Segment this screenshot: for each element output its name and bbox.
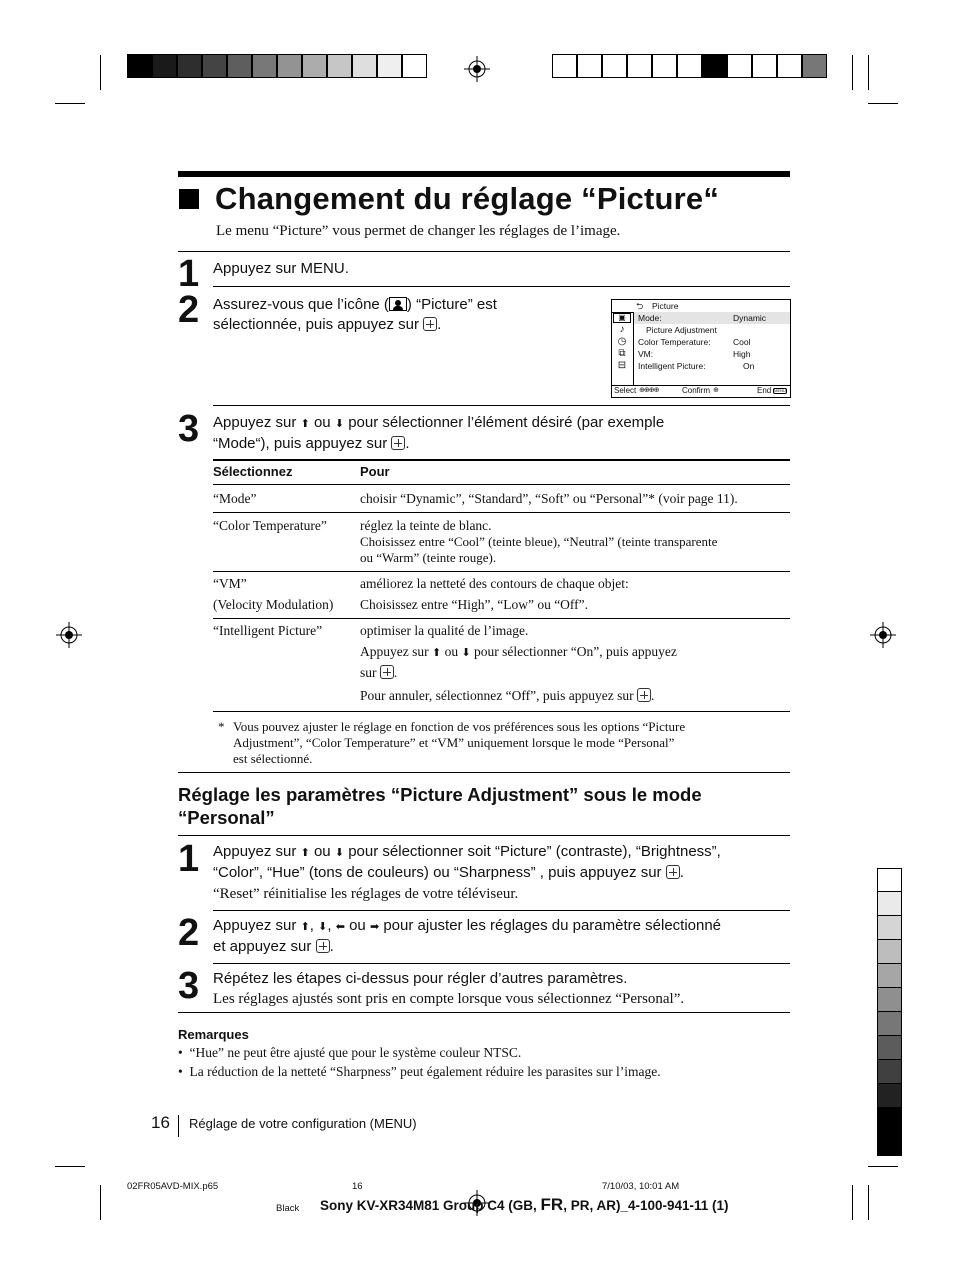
table-header-select: Sélectionnez (213, 464, 293, 479)
up-arrow-icon: ⬆ (431, 647, 442, 659)
step-text: Répétez les étapes ci-dessus pour régler d’autres paramètres. (213, 970, 628, 987)
registration-mark-icon (464, 56, 490, 82)
step-text-part: pour sélectionner l’élément désiré (par exemple (348, 414, 665, 431)
step-text-part: , (327, 917, 332, 934)
menu-footer (612, 385, 790, 397)
up-arrow-icon: ⬆ (300, 847, 310, 859)
bullet-icon: • (178, 1064, 183, 1079)
step-text-part: Appuyez sur (213, 414, 297, 431)
slug-model-part: Sony KV-XR34M81 Group C4 (GB, (320, 1198, 541, 1213)
menu-row-value: On (743, 361, 755, 371)
setup-menu-icon: ⊟ (617, 360, 627, 371)
step-text-part: . (405, 435, 410, 452)
menu-footer-select: Select (614, 386, 637, 395)
down-arrow-icon: ⬇ (461, 647, 471, 659)
crop-mark (868, 103, 898, 104)
page-title: Changement du réglage “Picture“ (215, 181, 720, 216)
side-grayscale-bar (877, 868, 902, 1156)
picture-menu-icon: ▣ (618, 313, 626, 322)
menu-key-icon: MENU (774, 388, 786, 393)
intro-text: Le menu “Picture” vous permet de changer les réglages de l’image. (216, 223, 621, 239)
table-divider (213, 484, 790, 485)
divider (178, 835, 790, 836)
step-text-part: ou (349, 917, 366, 934)
table-cell-pour: réglez la teinte de blanc. (360, 518, 492, 533)
enter-button-icon (380, 665, 394, 679)
enter-button-icon (666, 865, 680, 879)
table-cell-part: sur (360, 665, 377, 680)
crop-mark (868, 55, 869, 90)
down-arrow-icon: ⬇ (318, 921, 328, 933)
table-bottom-rule (213, 711, 790, 712)
menu-row (638, 312, 662, 324)
footnote-line: est sélectionné. (233, 751, 313, 766)
enter-button-icon (637, 688, 651, 702)
step-number: 2 (178, 912, 200, 954)
menu-row (638, 360, 706, 372)
slug-page: 16 (352, 1181, 363, 1192)
timer-menu-icon: ◷ (617, 336, 627, 347)
footnote (233, 719, 685, 767)
step-text-part: . (679, 864, 684, 881)
up-arrow-icon: ⬆ (300, 418, 310, 430)
crop-mark (100, 55, 101, 90)
crop-mark (100, 1185, 101, 1220)
step-number: 1 (178, 838, 200, 880)
enter-button-icon (391, 436, 405, 450)
table-cell-part: . (651, 688, 655, 703)
step-note: Les réglages ajustés sont pris en compte lorsque vous sélectionnez “Personal”. (213, 991, 685, 1007)
step-text-part: Assurez-vous que l’icône ( (213, 296, 389, 313)
step-text-part: Appuyez sur (213, 917, 297, 934)
step-text-part: “Mode“), puis appuyez sur (213, 435, 388, 452)
menu-row-label: Intelligent Picture: (638, 361, 706, 371)
left-arrow-icon: ⬅ (335, 921, 345, 933)
remark-item (178, 1043, 661, 1081)
menu-header-label: Picture (652, 301, 679, 311)
footnote-star: * (218, 719, 225, 734)
table-cell-select: “Intelligent Picture” (213, 623, 323, 638)
menu-row-value: Cool (733, 337, 751, 347)
remark-text: “Hue” ne peut être ajusté que pour le système couleur NTSC. (189, 1045, 522, 1060)
table-cell-pour: ou “Warm” (teinte rouge). (360, 550, 497, 565)
subtitle-line: “Personal” (178, 807, 275, 828)
channel-menu-icon: ⧉ (618, 348, 626, 359)
table-cell-pour: Choisissez entre “High”, “Low” ou “Off”. (360, 597, 589, 612)
divider (213, 405, 790, 406)
table-divider (213, 618, 790, 619)
slug-model (320, 1195, 729, 1215)
table-cell-pour: optimiser la qualité de l’image. (360, 623, 529, 638)
step-text (213, 842, 793, 883)
enter-button-icon (423, 317, 437, 331)
step-text-part: ou (313, 414, 331, 431)
table-cell-pour: choisir “Dynamic”, “Standard”, “Soft” ou “Personal”* (voir page 11). (360, 491, 738, 506)
up-arrow-icon: ⬆ (300, 921, 310, 933)
step-text-part: . (329, 938, 334, 955)
table-divider (213, 512, 790, 513)
step-text-part: “Color”, “Hue” (tons de couleurs) ou “Sharpness” , puis appuyez sur (213, 864, 662, 881)
subtitle-line: Réglage les paramètres “Picture Adjustment” sous le mode (178, 784, 702, 805)
table-cell-part: ou (444, 644, 459, 659)
crop-mark (852, 55, 853, 90)
title-bullet-icon (179, 189, 199, 209)
table-cell-pour: améliorez la netteté des contours de chaque objet: (360, 576, 629, 591)
slug-model-fr: FR (540, 1195, 564, 1214)
sound-menu-icon: ♪ (619, 324, 625, 335)
menu-row (638, 348, 653, 360)
enter-key-icon: ⊕ (713, 387, 719, 394)
table-cell-pour (360, 642, 677, 682)
table-cell-part: Pour annuler, sélectionnez “Off”, puis appuyez sur (360, 688, 634, 703)
picture-menu-screen (611, 299, 791, 398)
slug-file: 02FR05AVD-MIX.p65 (127, 1181, 219, 1192)
table-cell-part: Appuyez sur (360, 644, 429, 659)
menu-row-label: VM: (638, 349, 654, 359)
footnote-line: Vous pouvez ajuster le réglage en fonction de vos préférences sous les options “Picture (233, 719, 686, 734)
table-header-pour: Pour (360, 464, 390, 479)
crop-mark (852, 1185, 853, 1220)
step-text-part: , (309, 917, 314, 934)
step-number: 3 (178, 965, 200, 1007)
table-cell-part: . (393, 665, 398, 680)
divider (178, 1012, 790, 1013)
crop-mark (55, 1166, 85, 1167)
menu-row-value: High (733, 349, 751, 359)
step-text (213, 916, 793, 957)
table-cell-select: “Mode” (213, 491, 257, 506)
menu-row-label: Mode: (638, 313, 662, 323)
table-divider (213, 571, 790, 572)
step-text-part: ou (313, 843, 331, 860)
crop-mark (868, 1166, 898, 1167)
slug-date: 7/10/03, 10:01 AM (602, 1181, 680, 1192)
down-arrow-icon: ⬇ (334, 418, 345, 430)
menu-row-label: Picture Adjustment (646, 325, 717, 335)
step-text-part: pour ajuster les réglages du paramètre sélectionné (383, 917, 722, 934)
table-cell-select: “Color Temperature” (213, 518, 327, 533)
registration-mark-icon (870, 622, 896, 648)
crop-mark (55, 103, 85, 104)
slug-model-part: , PR, AR)_4-100-941-11 (1) (563, 1198, 729, 1213)
step-text-part: Appuyez sur (213, 843, 297, 860)
step-text-part: sélectionnée, puis appuyez sur (213, 316, 419, 333)
step-text-part: ) “Picture” est (406, 296, 497, 313)
table-cell-select: “VM” (213, 576, 247, 591)
table-cell-pour (360, 688, 654, 704)
step-text-part: . (437, 316, 442, 333)
step-number: 2 (178, 289, 200, 331)
step-text (213, 295, 583, 335)
menu-row (638, 336, 711, 348)
step-text: Appuyez sur MENU. (213, 260, 349, 277)
table-top-rule (213, 459, 790, 461)
picture-icon (389, 297, 407, 311)
table-cell-select: (Velocity Modulation) (213, 597, 334, 612)
menu-arrow-icon: ⮌ (636, 301, 644, 311)
slug-black: Black (276, 1203, 300, 1214)
step-number: 1 (178, 253, 200, 295)
right-arrow-icon: ➡ (369, 921, 380, 933)
menu-row (646, 324, 717, 336)
step-text-part: et appuyez sur (213, 938, 312, 955)
register-bar (552, 54, 827, 78)
menu-icon-column (612, 312, 634, 386)
step-number: 3 (178, 408, 200, 450)
footer-rule (178, 1115, 179, 1137)
step-text (213, 413, 793, 454)
menu-footer-confirm: Confirm (682, 386, 711, 395)
step-text-part: pour sélectionner soit “Picture” (contraste), “Brightness”, (348, 843, 721, 860)
divider (178, 772, 790, 773)
page-number: 16 (151, 1113, 170, 1132)
footer-section: Réglage de votre configuration (MENU) (189, 1116, 417, 1131)
divider (178, 251, 790, 252)
divider (213, 963, 790, 964)
grayscale-bar (127, 54, 427, 78)
footnote-line: Adjustment”, “Color Temperature” et “VM” uniquement lorsque le mode “Personal” (233, 735, 675, 750)
bullet-icon: • (178, 1045, 183, 1060)
divider (213, 910, 790, 911)
menu-footer-end: End (757, 386, 772, 395)
menu-row-label: Color Temperature: (638, 337, 711, 347)
enter-button-icon (316, 939, 330, 953)
registration-mark-icon (56, 622, 82, 648)
section-subtitle (178, 783, 702, 829)
divider (213, 286, 790, 287)
table-cell-pour: Choisissez entre “Cool” (teinte bleue), “Neutral” (teinte transparente (360, 534, 718, 549)
remarks-title: Remarques (178, 1027, 249, 1042)
menu-row-value: Dynamic (733, 313, 767, 323)
table-cell-part: pour sélectionner “On”, puis appuyez (474, 644, 677, 659)
arrow-keys-icon: ⊕⊕⊕⊕ (639, 387, 659, 394)
step-note: “Reset” réinitialise les réglages de votre téléviseur. (213, 886, 519, 902)
down-arrow-icon: ⬇ (334, 847, 345, 859)
crop-mark (868, 1185, 869, 1220)
title-rule (178, 171, 790, 177)
remark-text: La réduction de la netteté “Sharpness” peut également réduire les parasites sur l’image. (189, 1064, 661, 1079)
